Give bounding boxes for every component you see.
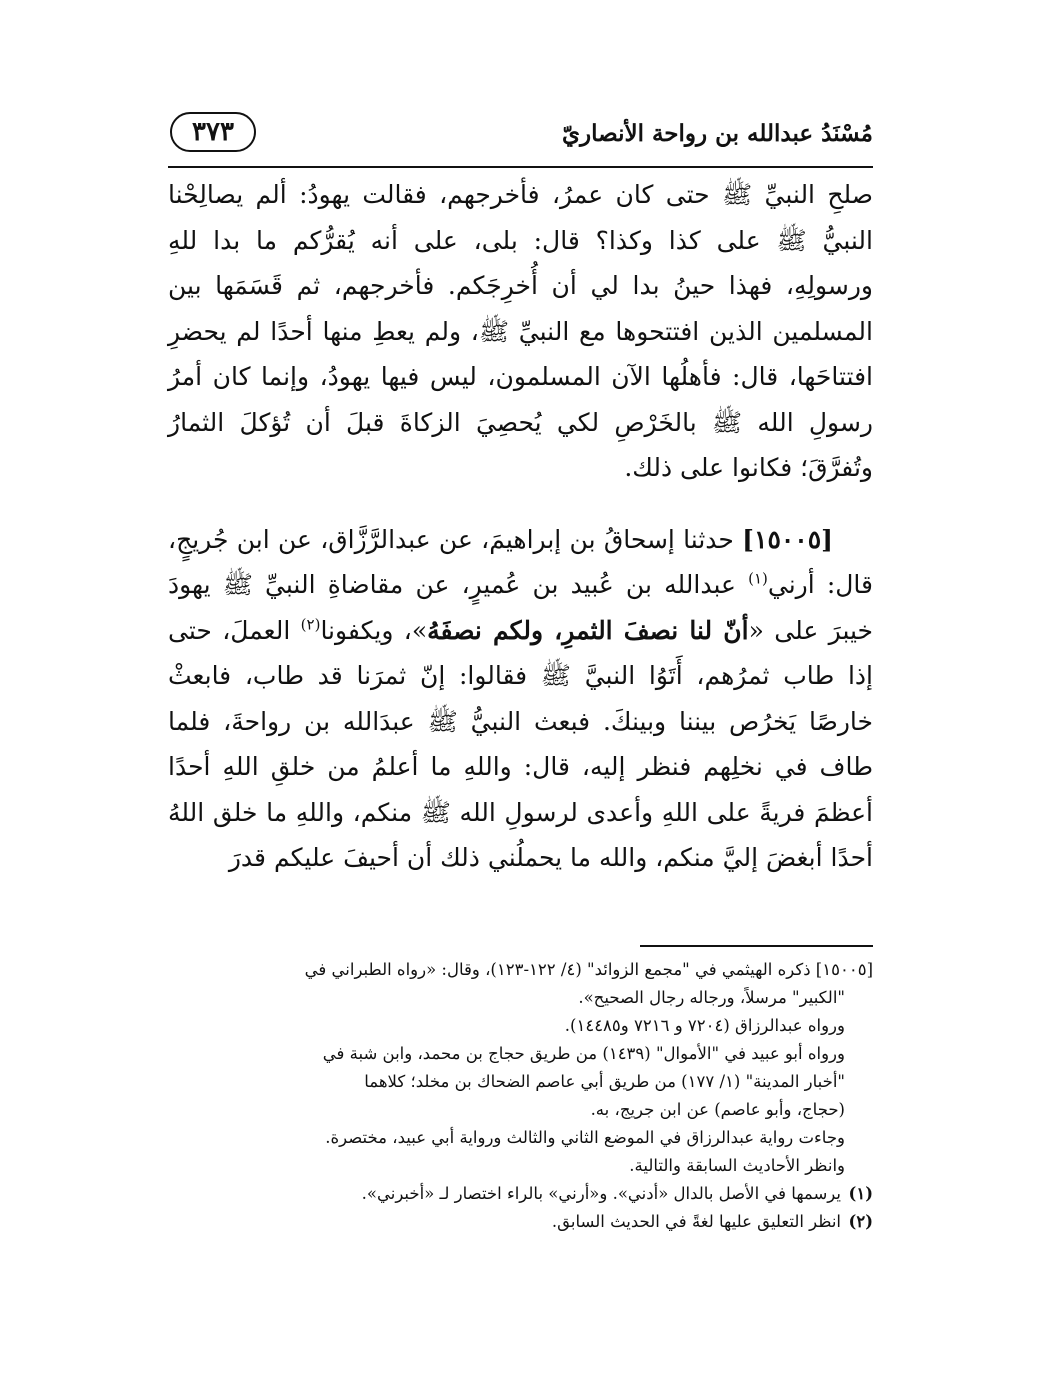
footnote-text: يرسمها في الأصل بالدال «أدني». و«أرني» بالراء اختصار لـ «أخبرني». [361,1184,841,1203]
hadith-bold-phrase: أنّ لنا نصفَ الثمرِ، ولكم نصفَهُ [427,615,749,645]
paragraph-continuation: صلحِ النبيِّ ﷺ حتى كان عمرُ، فأخرجهم، فقالت يهودُ: ألم يصالِحْنا النبيُّ ﷺ على كذا وكذا؟ قال: بلى، على أنه يُقرُّكم ما بدا للهِ ورسولِهِ، فهذا حينُ بدا لي أن أُخرِجَكم. فأخرجهم، ثم قَسَمَها بين المسلمين الذين افتتحوها مع النبيِّ ﷺ، ولم يعطِ منها أحدًا لم يحضرِ افتتاحَها، قال: فأهلُها الآن المسلمون، ليس فيها يهودُ، وإنما كان أمرُ رسولِ الله ﷺ بالخَرْصِ لكي يُحصِيَ الزكاةَ قبلَ أن تُؤكلَ الثمارُ وتُفرَّقَ؛ فكانوا على ذلك. [168,180,873,482]
hadith-text-b: عبدالله بن عُبيد بن عُميرٍ، عن مقاضاةِ النبيِّ ﷺ يهودَ خيبرَ على « [168,570,873,645]
footnote-line: (حجاج، وأبو عاصم) عن ابن جريج، به. [590,1100,845,1119]
footnote-ref-1[interactable]: (١) [748,569,768,588]
main-text [168,172,873,881]
footnote-line: وانظر الأحاديث السابقة والتالية. [629,1156,845,1175]
footnote-text: انظر التعليق عليها لغةً في الحديث السابق. [551,1212,841,1231]
page-header [168,112,873,160]
hadith-number: [١٥٠٠٥] [742,524,833,554]
footnote-line: [١٥٠٠٥] ذكره الهيثمي في "مجمع الزوائد" (٤/ ١٢٢-١٢٣)، وقال: «رواه الطبراني في [304,960,873,979]
footnote-line: ورواه عبدالرزاق (٧٢٠٤ و ٧٢١٦ و١٤٤٨٥). [564,1016,845,1035]
footnote-ref-2[interactable]: (٢) [300,615,321,634]
footnote-note-2 [168,1208,873,1236]
header-divider [168,166,873,168]
footnote-divider [640,945,873,947]
footnote-note-1 [168,1180,873,1208]
hadith-text-c: »، ويكفونا [320,615,428,645]
footnote-line: "أخبار المدينة" (١/ ١٧٧) من طريق أبي عاصم الضحاك بن مخلد؛ كلاهما [364,1072,845,1091]
footnote-number: (٢) [848,1212,873,1231]
running-title: مُسْنَدُ عبدالله بن رواحة الأنصاريّ [562,120,873,147]
footnotes [168,956,873,1236]
footnote-number: (١) [848,1184,873,1203]
footnote-line: وجاءت رواية عبدالرزاق في الموضع الثاني والثالث ورواية أبي عبيد، مختصرة. [325,1128,845,1147]
footnote-line: ورواه أبو عبيد في "الأموال" (١٤٣٩) من طريق حجاج بن محمد، وابن شبة في [322,1044,845,1063]
hadith-text-a: حدثنا إسحاقُ بن إبراهيمَ، عن عبدالرَّزَّاق، عن ابن جُريجٍ، قال: أرني [168,524,873,599]
footnote-line: "الكبير" مرسلاً، ورجاله رجال الصحيح». [578,988,845,1007]
paragraph-hadith [168,517,873,881]
hadith-text-d: العملَ، حتى إذا طاب ثمرُهم، أَتَوُا النبيَّ ﷺ فقالوا: إنّ ثمرَنا قد طاب، فابعثْ خارصًا يَخرُص بيننا وبينكَ. فبعث النبيُّ ﷺ عبدَالله بن رواحةَ، فلما طاف في نخلِهم فنظر إليه، قال: واللهِ ما أعلمُ من خلقِ اللهِ أحدًا أعظمَ فريةً على اللهِ وأعدى لرسولِ الله ﷺ منكم، واللهِ ما خلق اللهُ أحدًا أبغضَ إليَّ منكم، والله ما يحملُني ذلك أن أحيفَ عليكم قدرَ [168,615,873,872]
page-number: ٣٧٣ [170,112,256,152]
